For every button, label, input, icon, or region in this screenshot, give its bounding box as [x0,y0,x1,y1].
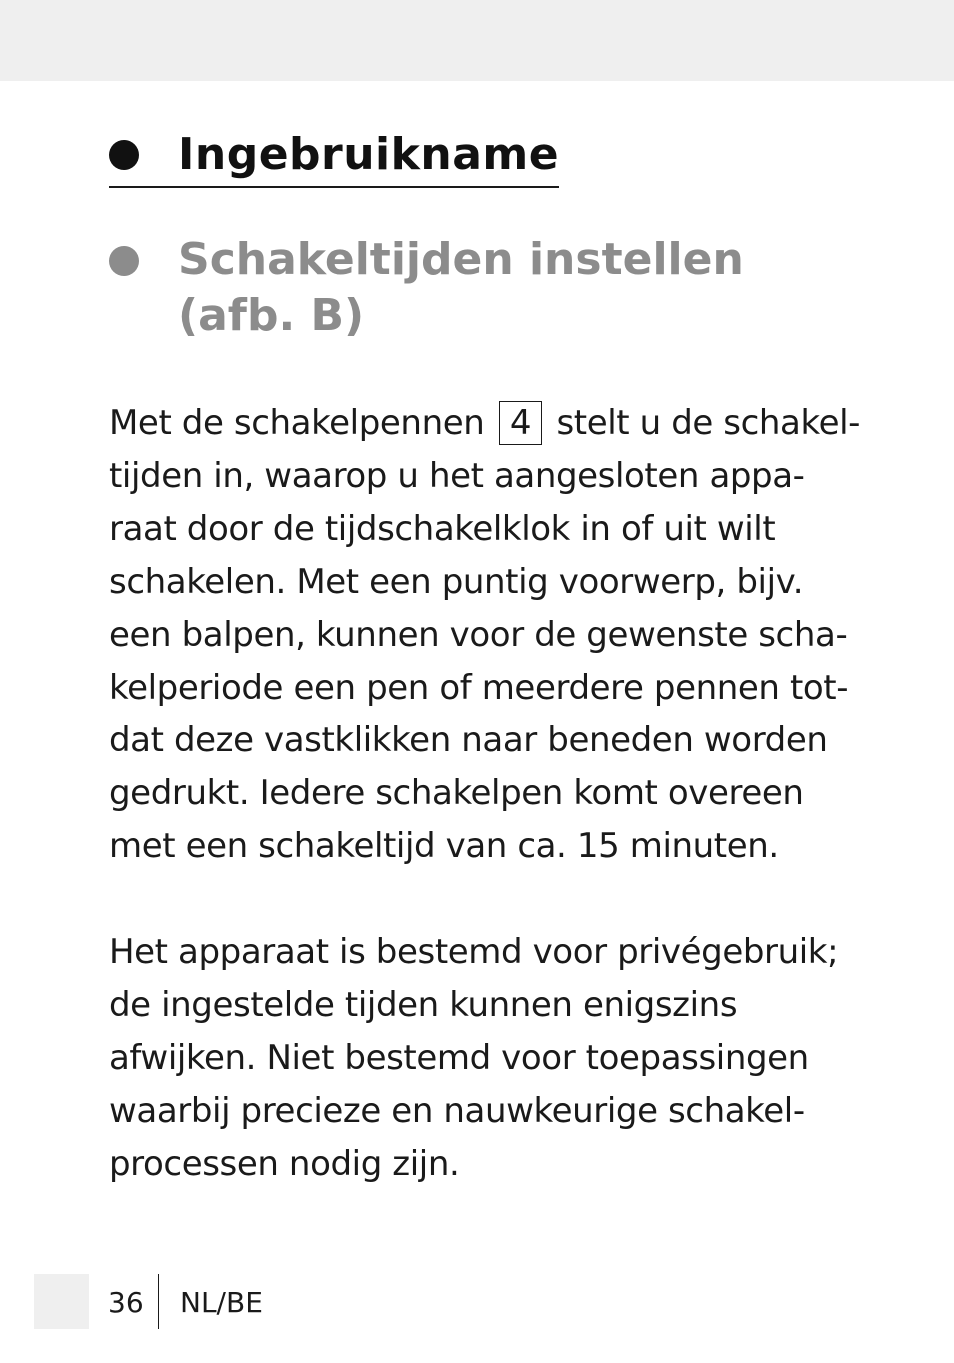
subsection-title: Schakeltijden instellen (afb. B) [178,234,744,341]
bullet-icon [109,246,139,276]
paragraph-line: met een schakeltijd van ca. 15 minuten. [109,826,779,867]
section-heading-ingebruikname [109,128,559,188]
paragraph-line: Het apparaat is bestemd voor privégebruik; [109,932,839,972]
paragraph-line: gedrukt. Iedere schakelpen komt overeen [109,773,804,814]
paragraph-line: een balpen, kunnen voor de gewenste scha- [109,614,848,655]
paragraph-line: waarbij precieze en nauwkeurige schakel- [109,1090,805,1131]
page-number: 36 [108,1286,144,1319]
footer-band [34,1274,89,1329]
paragraph-line: schakelen. Met een puntig voorwerp, bijv. [109,561,804,602]
paragraph-line: raat door de tijdschakelklok in of uit wilt [109,508,776,549]
paragraph-line: kelperiode een pen of meerdere pennen tot- [109,667,849,708]
paragraph-line: afwijken. Niet bestemd voor toepassingen [109,1037,809,1078]
paragraph-schakelpennen [109,397,860,873]
paragraph-line: processen nodig zijn. [109,1143,460,1184]
paragraph-line: de ingestelde tijden kunnen enigszins [109,984,738,1025]
subsection-heading-schakeltijden [109,232,909,344]
paragraph-privegebruik [109,926,854,1191]
text-before-ref: Met de schakelpennen [109,403,485,443]
footer-divider [158,1274,159,1329]
header-band [0,0,954,81]
locale-label: NL/BE [180,1286,263,1319]
paragraph-line: tijden in, waarop u het aangesloten appa- [109,455,805,496]
paragraph-line: dat deze vastklikken naar beneden worden [109,720,828,761]
section-title: Ingebruikname [178,129,560,180]
figure-reference-badge: 4 [499,401,542,445]
bullet-icon [109,140,139,170]
text-after-ref: stelt u de schakel- [556,403,860,443]
paragraph-line [109,397,860,450]
